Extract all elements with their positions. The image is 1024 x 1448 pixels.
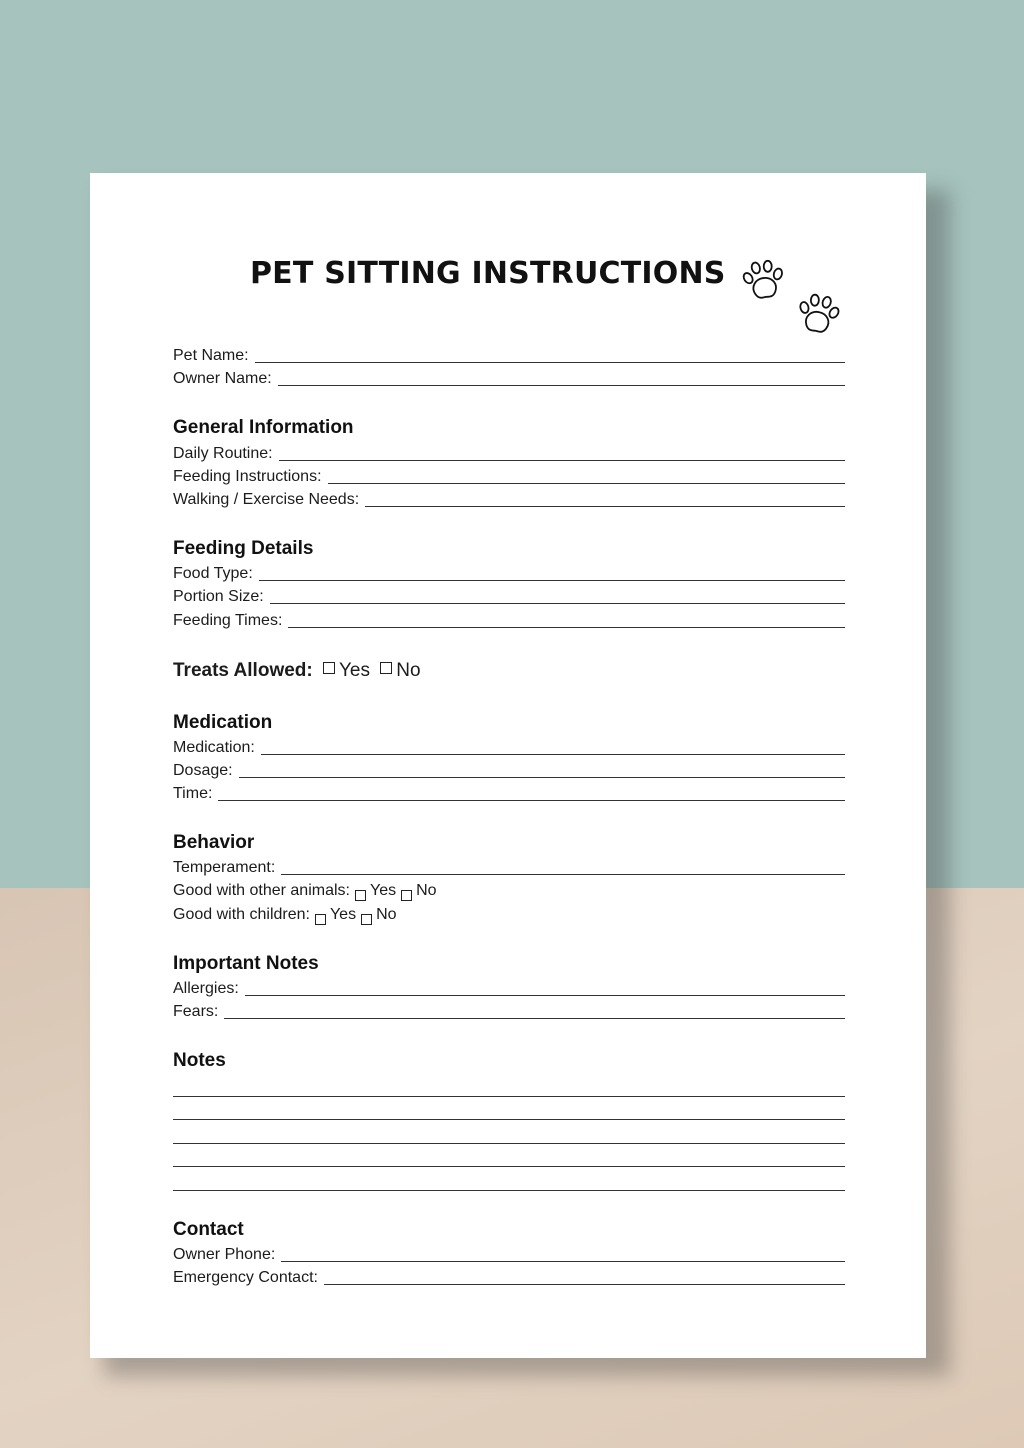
children-yes-label: Yes [329, 905, 357, 923]
animals-yes-checkbox[interactable] [355, 890, 366, 901]
section-heading-notes: Notes [173, 1050, 226, 1071]
field-label: Walking / Exercise Needs: [173, 490, 360, 508]
write-in-line[interactable] [288, 627, 845, 628]
notes-line[interactable] [173, 1120, 845, 1144]
field-label: Feeding Times: [173, 611, 283, 629]
write-in-line[interactable] [281, 1261, 845, 1262]
portion-size-field[interactable] [173, 584, 845, 607]
feeding-times-field[interactable] [173, 607, 845, 630]
notes-line[interactable] [173, 1167, 845, 1191]
animals-yes-label: Yes [369, 882, 397, 900]
field-label: Owner Name: [173, 370, 272, 388]
field-label: Portion Size: [173, 588, 264, 606]
treats-allowed-label: Treats Allowed: [173, 659, 313, 681]
section-heading-general: General Information [173, 417, 354, 439]
owner-phone-field[interactable] [173, 1242, 845, 1265]
write-in-line[interactable] [328, 483, 845, 484]
write-in-line[interactable] [270, 603, 845, 604]
write-in-line[interactable] [224, 1018, 845, 1019]
field-label: Dosage: [173, 761, 233, 779]
pet-name-field[interactable] [173, 343, 845, 366]
temperament-field[interactable] [173, 855, 845, 878]
section-heading-important-notes: Important Notes [173, 952, 319, 974]
notes-line[interactable] [173, 1097, 845, 1121]
field-label: Emergency Contact: [173, 1268, 318, 1286]
write-in-line[interactable] [281, 874, 845, 875]
good-with-children-row [173, 901, 845, 924]
animals-no-checkbox[interactable] [401, 890, 412, 901]
write-in-line[interactable] [239, 777, 845, 778]
form-content [173, 343, 845, 1288]
feeding-instructions-field[interactable] [173, 464, 845, 487]
field-label: Time: [173, 785, 213, 803]
write-in-line[interactable] [218, 800, 845, 801]
paw-prints-decoration [736, 255, 848, 351]
write-in-line[interactable] [259, 580, 845, 581]
write-in-line[interactable] [279, 460, 845, 461]
treats-no-checkbox[interactable] [380, 662, 392, 674]
field-label: Good with children: [173, 905, 310, 923]
section-heading-feeding: Feeding Details [173, 537, 314, 559]
field-label: Fears: [173, 1003, 219, 1020]
notes-line[interactable] [173, 1073, 845, 1097]
children-no-checkbox[interactable] [361, 914, 372, 925]
field-label: Allergies: [173, 979, 239, 997]
time-field[interactable] [173, 781, 845, 804]
field-label: Temperament: [173, 859, 276, 877]
paw-print-icon [740, 258, 787, 300]
write-in-line[interactable] [255, 362, 845, 363]
section-heading-contact: Contact [173, 1218, 244, 1240]
write-in-line[interactable] [324, 1284, 845, 1285]
field-label: Medication: [173, 738, 255, 756]
treats-allowed-row [173, 657, 845, 685]
paw-print-icon [795, 292, 843, 335]
food-type-field[interactable] [173, 561, 845, 584]
notes-line[interactable] [173, 1144, 845, 1168]
children-yes-checkbox[interactable] [315, 914, 326, 925]
treats-no-label: No [396, 659, 421, 681]
children-no-label: No [376, 905, 397, 923]
emergency-contact-field[interactable] [173, 1265, 845, 1288]
write-in-line[interactable] [278, 385, 845, 386]
write-in-line[interactable] [245, 995, 845, 996]
animals-no-label: No [416, 882, 437, 900]
field-label: Feeding Instructions: [173, 467, 322, 485]
field-label: Daily Routine: [173, 444, 273, 462]
write-in-line[interactable] [365, 506, 845, 507]
field-label: Owner Phone: [173, 1245, 276, 1263]
dosage-field[interactable] [173, 758, 845, 781]
field-label: Pet Name: [173, 347, 249, 365]
treats-yes-checkbox[interactable] [323, 662, 335, 674]
walking-exercise-field[interactable] [173, 487, 845, 510]
daily-routine-field[interactable] [173, 440, 845, 463]
medication-field[interactable] [173, 735, 845, 758]
treats-yes-label: Yes [339, 659, 370, 681]
good-with-animals-row [173, 878, 845, 901]
form-sheet [90, 173, 926, 1358]
section-heading-behavior: Behavior [173, 832, 255, 854]
page-title: PET SITTING INSTRUCTIONS [250, 256, 726, 291]
allergies-field[interactable] [173, 976, 845, 999]
fears-field[interactable] [173, 999, 845, 1022]
write-in-line[interactable] [261, 754, 845, 755]
field-label: Food Type: [173, 565, 253, 583]
field-label: Good with other animals: [173, 882, 350, 900]
owner-name-field[interactable] [173, 366, 845, 389]
section-heading-medication: Medication [173, 711, 273, 733]
